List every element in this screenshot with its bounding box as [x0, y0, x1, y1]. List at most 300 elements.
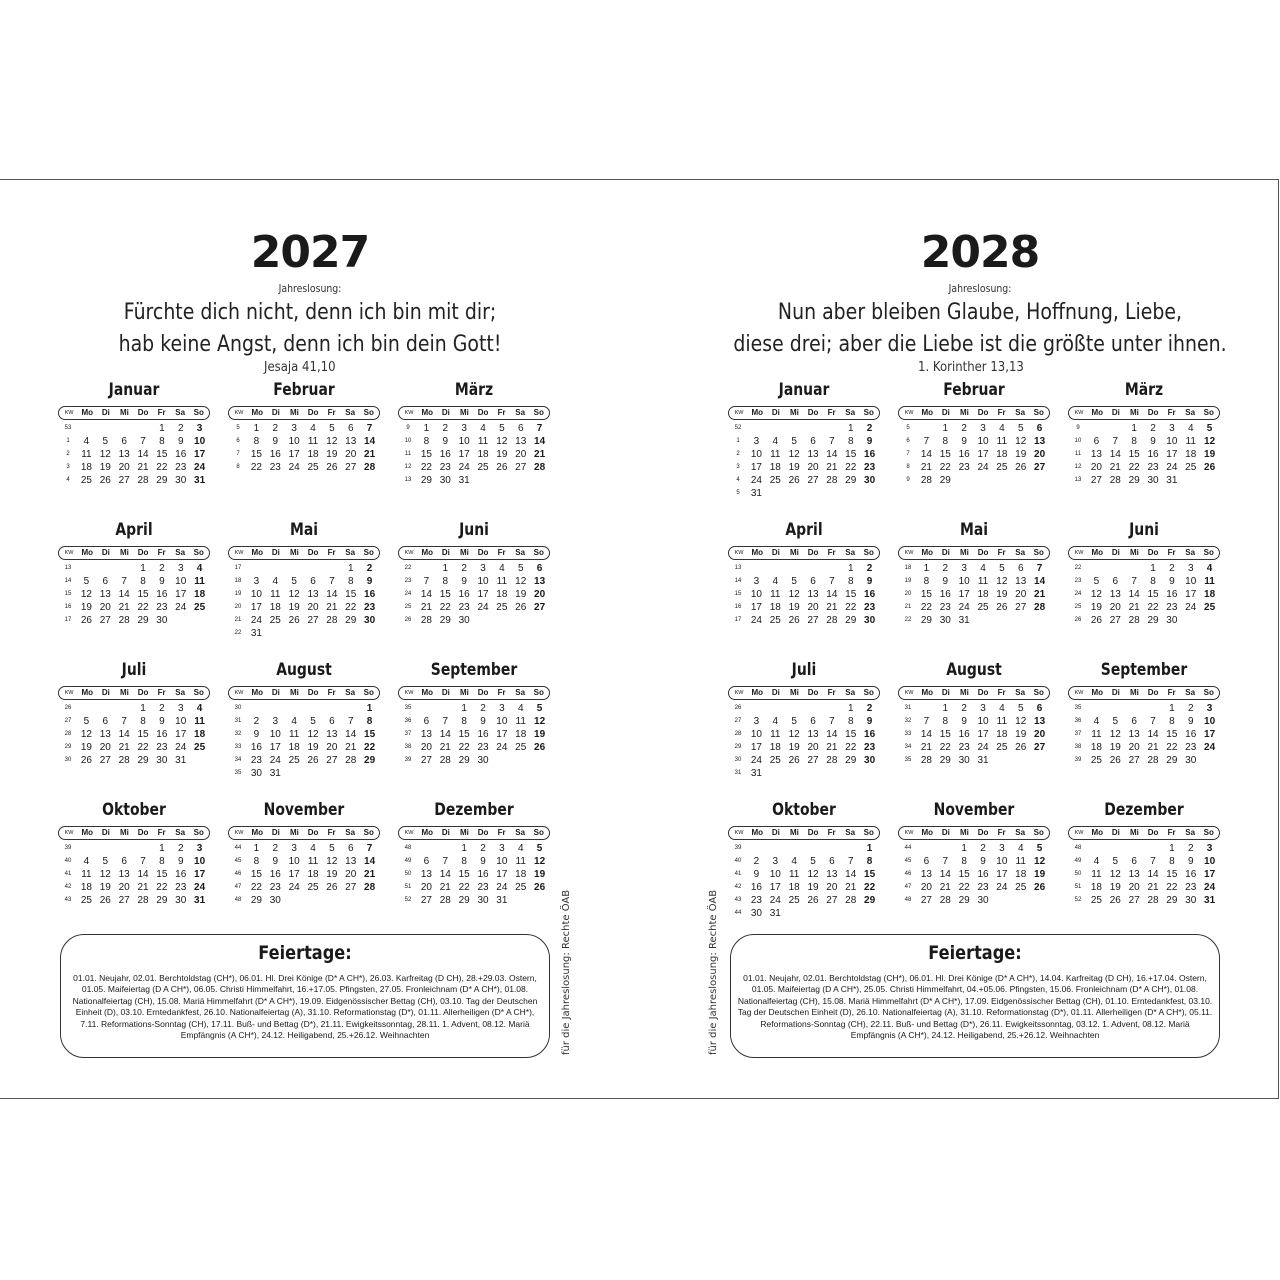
day-cell: 28	[1109, 475, 1121, 486]
day-cell: 28	[826, 755, 838, 766]
day-cell: 12	[99, 869, 111, 880]
day-grid	[228, 842, 380, 907]
day-cell: 6	[810, 436, 816, 447]
day-cell: 16	[958, 449, 970, 460]
day-cell: 28	[345, 755, 357, 766]
weekday-label: Di	[941, 408, 950, 417]
day-cell: 16	[269, 869, 281, 880]
week-row	[398, 448, 550, 461]
day-cell: 13	[307, 589, 319, 600]
day-cell: 23	[1185, 882, 1197, 893]
week-row	[58, 894, 210, 907]
month-title: Oktober	[772, 800, 836, 820]
day-cell: 14	[439, 729, 451, 740]
weekday-label: Mo	[421, 828, 434, 837]
day-cell: 6	[121, 436, 127, 447]
day-cell: 12	[788, 729, 800, 740]
week-row	[228, 894, 380, 907]
day-cell: 3	[177, 563, 184, 574]
day-cell: 22	[845, 462, 857, 473]
day-cell: 11	[307, 436, 319, 447]
day-cell: 12	[788, 449, 800, 460]
day-cell: 24	[769, 895, 781, 906]
day-cell: 18	[1090, 742, 1102, 753]
week-number: 35	[234, 770, 242, 776]
day-cell: 6	[329, 716, 335, 727]
day-cell: 15	[958, 869, 970, 880]
day-cell: 29	[345, 615, 357, 626]
day-cell: 31	[250, 628, 262, 639]
week-row	[398, 422, 550, 435]
day-cell: 1	[461, 843, 467, 854]
week-number-header: KW	[234, 690, 244, 696]
weekday-label: Di	[101, 688, 110, 697]
weekday-label: Sa	[175, 688, 186, 697]
weekday-label: Do	[137, 828, 149, 837]
day-cell: 23	[864, 602, 876, 613]
day-cell: 14	[364, 856, 376, 867]
day-cell: 25	[996, 742, 1008, 753]
day-cell: 7	[1150, 716, 1156, 727]
day-cell: 5	[791, 716, 797, 727]
day-cell: 19	[807, 882, 819, 893]
day-cell: 5	[791, 436, 797, 447]
month-title: Juni	[459, 520, 489, 540]
day-cell: 18	[769, 462, 781, 473]
week-row	[1068, 601, 1220, 614]
week-row	[398, 575, 550, 588]
week-number: 14	[64, 578, 72, 584]
day-cell: 5	[83, 716, 90, 727]
day-cell: 2	[272, 423, 279, 434]
day-cell: 12	[515, 576, 527, 587]
day-cell: 29	[458, 755, 470, 766]
day-cell: 27	[1034, 742, 1046, 753]
day-cell: 24	[194, 462, 206, 473]
day-cell: 21	[534, 449, 546, 460]
day-cell: 13	[1128, 869, 1140, 880]
week-row	[1068, 435, 1220, 448]
day-cell: 30	[939, 615, 951, 626]
day-cell: 7	[829, 716, 835, 727]
day-cell: 27	[326, 755, 338, 766]
weekday-label: Do	[977, 688, 989, 697]
day-cell: 25	[977, 602, 989, 613]
weekday-label: So	[863, 828, 874, 837]
day-cell: 1	[442, 563, 449, 574]
week-number: 6	[236, 438, 240, 444]
week-row	[58, 575, 210, 588]
weekday-label: So	[193, 688, 204, 697]
day-cell: 5	[102, 436, 109, 447]
day-cell: 27	[420, 895, 432, 906]
weekday-label: So	[193, 548, 204, 557]
week-row	[1068, 702, 1220, 715]
day-cell: 8	[159, 436, 165, 447]
day-cell: 25	[477, 462, 489, 473]
day-cell: 3	[980, 423, 986, 434]
week-number: 21	[904, 604, 912, 610]
day-cell: 25	[788, 895, 800, 906]
day-cell: 28	[920, 755, 932, 766]
day-cell: 19	[534, 729, 546, 740]
day-cell: 10	[769, 869, 781, 880]
day-cell: 15	[137, 729, 149, 740]
weekday-header	[58, 406, 210, 420]
day-cell: 30	[175, 475, 187, 486]
day-cell: 7	[442, 716, 449, 727]
day-cell: 14	[845, 869, 857, 880]
day-cell: 19	[996, 589, 1008, 600]
week-number-header: KW	[404, 690, 414, 696]
day-cell: 12	[788, 589, 800, 600]
day-cell: 5	[517, 563, 524, 574]
day-cell: 20	[515, 449, 527, 460]
day-cell: 12	[534, 856, 546, 867]
day-cell: 4	[980, 563, 986, 574]
weekday-label: Fr	[997, 688, 1006, 697]
day-cell: 14	[1147, 729, 1159, 740]
day-cell: 5	[1093, 576, 1100, 587]
week-number: 31	[904, 705, 912, 711]
weekday-label: Mo	[421, 688, 434, 697]
day-cell: 26	[534, 882, 546, 893]
week-row	[228, 614, 380, 627]
day-cell: 26	[307, 755, 319, 766]
week-number-header: KW	[904, 410, 914, 416]
week-number: 42	[734, 884, 742, 890]
day-cell: 11	[977, 576, 989, 587]
day-cell: 1	[423, 423, 430, 434]
day-cell: 10	[1185, 576, 1197, 587]
day-cell: 23	[175, 462, 187, 473]
month-title: Mai	[959, 520, 989, 540]
weekday-label: Mi	[790, 828, 799, 837]
week-number: 24	[1074, 591, 1082, 597]
day-cell: 19	[99, 462, 111, 473]
weekday-label: Mo	[81, 548, 94, 557]
day-cell: 12	[496, 436, 508, 447]
weekday-label: Fr	[157, 408, 166, 417]
day-cell: 10	[977, 716, 989, 727]
week-row	[228, 868, 380, 881]
day-cell: 28	[826, 475, 838, 486]
day-cell: 25	[1015, 882, 1027, 893]
weekday-label: Fr	[827, 548, 836, 557]
weekday-label: Do	[307, 688, 319, 697]
day-cell: 24	[269, 755, 281, 766]
week-row	[228, 767, 380, 780]
week-row	[728, 435, 880, 448]
day-cell: 29	[364, 755, 376, 766]
day-cell: 4	[499, 563, 505, 574]
day-cell: 12	[307, 729, 319, 740]
day-cell: 18	[269, 602, 281, 613]
day-cell: 10	[496, 716, 508, 727]
day-cell: 29	[958, 895, 970, 906]
weekday-label: Fr	[497, 548, 506, 557]
month-11	[1068, 799, 1220, 907]
week-row	[898, 562, 1050, 575]
day-cell: 7	[1112, 436, 1119, 447]
week-row	[898, 435, 1050, 448]
day-cell: 31	[194, 475, 206, 486]
day-cell: 2	[177, 843, 184, 854]
day-cell: 17	[750, 742, 762, 753]
day-cell: 6	[810, 576, 816, 587]
week-number: 22	[404, 565, 412, 571]
day-cell: 10	[194, 856, 206, 867]
day-cell: 31	[496, 895, 508, 906]
month-title: Juli	[121, 660, 147, 680]
weekday-label: Di	[441, 408, 450, 417]
day-cell: 14	[1128, 589, 1140, 600]
week-row	[58, 588, 210, 601]
day-cell: 22	[1147, 602, 1159, 613]
day-cell: 8	[366, 716, 373, 727]
weekday-label: Mi	[290, 548, 299, 557]
day-cell: 17	[458, 449, 470, 460]
day-cell: 20	[1015, 589, 1027, 600]
day-cell: 19	[1109, 742, 1121, 753]
day-cell: 12	[534, 716, 546, 727]
weekday-header	[1068, 406, 1220, 420]
day-cell: 7	[536, 423, 543, 434]
day-cell: 6	[536, 563, 543, 574]
weekday-label: Do	[977, 408, 989, 417]
day-cell: 17	[769, 882, 781, 893]
week-row	[898, 855, 1050, 868]
day-cell: 28	[1034, 602, 1046, 613]
day-cell: 15	[1166, 869, 1178, 880]
weekday-label: Do	[477, 828, 489, 837]
day-cell: 23	[1147, 462, 1159, 473]
day-cell: 25	[288, 755, 300, 766]
weekday-label: Di	[441, 828, 450, 837]
day-cell: 8	[253, 436, 260, 447]
holidays-text: 01.01. Neujahr, 02.01. Berchtoldstag (CH*), 06.01. Hl. Drei Könige (D* A CH*), 26.03. Karfreitag (D CH), 28.+29.03. Ostern, 01.05. Maifeiertag (D A CH*), 06.05. Christi Himmelfahrt, 16.+17.05. Pfingsten, 27.05. Fronleichnam (D* A CH*), 01.08. Nationalfeiertag (CH), 15.08. Mariä Himmelfahrt (D* A CH*), 19.09. Eidgenössischer Bettag (CH), 03.10. Tag der Deutschen Einheit (D), 03.10. Erntedankfest, 26.10. Nationalfeiertag (A), 31.10. Reformationstag (D*), 01.11. Allerheiligen (D* A CH*), 7.11. Reformations-Sonntag (CH), 17.11. Buß- und Bettag (D*), 21.11. Ewigkeitssonntag, 28.11. 1. Advent, 08.12. Mariä Empfängnis (A CH*), 24.12. Heiligabend, 25.+26.12. Weihnachten	[72, 973, 538, 1041]
week-number: 29	[64, 744, 72, 750]
day-cell: 24	[1166, 462, 1178, 473]
day-cell: 21	[345, 742, 357, 753]
week-number: 41	[64, 871, 72, 877]
week-number: 51	[1074, 884, 1082, 890]
week-number: 2	[736, 451, 740, 457]
day-cell: 15	[845, 449, 857, 460]
day-cell: 13	[1034, 716, 1046, 727]
day-cell: 21	[1109, 462, 1121, 473]
week-number: 9	[906, 477, 910, 483]
month-0	[728, 379, 880, 500]
weekday-label: Sa	[845, 548, 856, 557]
day-cell: 13	[118, 869, 130, 880]
day-cell: 11	[270, 589, 281, 600]
month-3	[728, 519, 880, 627]
day-cell: 28	[420, 615, 432, 626]
holidays-box	[60, 934, 550, 1058]
weekday-label: Mo	[921, 408, 934, 417]
day-cell: 10	[496, 856, 508, 867]
day-cell: 15	[345, 589, 357, 600]
day-cell: 1	[366, 703, 373, 714]
day-cell: 25	[1185, 462, 1197, 473]
day-cell: 27	[515, 462, 527, 473]
day-cell: 13	[1109, 589, 1121, 600]
day-cell: 15	[458, 869, 470, 880]
week-number-header: KW	[234, 550, 244, 556]
weekday-label: Di	[1111, 548, 1120, 557]
day-cell: 26	[534, 742, 546, 753]
week-row	[898, 702, 1050, 715]
month-title: Dezember	[434, 800, 514, 820]
day-cell: 1	[140, 563, 146, 574]
weekday-label: Fr	[497, 688, 506, 697]
weekday-label: So	[1033, 688, 1044, 697]
jahreslosung-verse	[43, 297, 576, 361]
weekday-label: Mi	[1130, 548, 1139, 557]
day-cell: 22	[939, 462, 951, 473]
day-cell: 21	[920, 462, 932, 473]
jahreslosung-label: Jahreslosung:	[948, 282, 1012, 295]
day-cell: 8	[847, 576, 854, 587]
day-cell: 16	[1185, 729, 1197, 740]
week-number: 52	[1074, 897, 1082, 903]
week-number: 52	[404, 897, 412, 903]
week-row	[1068, 754, 1220, 767]
day-cell: 24	[1204, 742, 1216, 753]
week-number: 31	[234, 718, 242, 724]
day-cell: 20	[1034, 449, 1046, 460]
day-cell: 20	[326, 742, 338, 753]
weekday-header	[58, 546, 210, 560]
day-cell: 27	[826, 895, 838, 906]
week-row	[228, 728, 380, 741]
day-cell: 23	[1166, 602, 1178, 613]
week-row	[228, 754, 380, 767]
day-grid	[898, 422, 1050, 487]
day-cell: 8	[1169, 856, 1175, 867]
month-1	[898, 379, 1050, 487]
day-cell: 7	[829, 576, 835, 587]
day-cell: 22	[1128, 462, 1140, 473]
day-cell: 30	[156, 615, 168, 626]
day-cell: 16	[439, 449, 451, 460]
day-cell: 28	[439, 755, 451, 766]
day-cell: 8	[847, 716, 854, 727]
day-cell: 12	[1015, 716, 1027, 727]
week-number: 15	[734, 591, 742, 597]
day-cell: 6	[121, 856, 127, 867]
day-cell: 6	[102, 716, 109, 727]
day-cell: 12	[1034, 856, 1046, 867]
week-number: 30	[734, 757, 742, 763]
week-number: 12	[404, 464, 412, 470]
week-number-header: KW	[1074, 690, 1084, 696]
day-cell: 24	[175, 742, 187, 753]
day-cell: 22	[364, 742, 376, 753]
weekday-label: Mi	[790, 548, 799, 557]
day-cell: 22	[250, 882, 262, 893]
day-cell: 10	[1166, 436, 1178, 447]
week-row	[398, 894, 550, 907]
day-grid	[1068, 422, 1220, 487]
month-3	[58, 519, 210, 627]
day-cell: 24	[750, 615, 762, 626]
weekday-label: Do	[307, 408, 319, 417]
week-number: 38	[1074, 744, 1082, 750]
day-cell: 6	[1036, 703, 1043, 714]
month-title: November	[933, 800, 1015, 820]
week-row	[398, 474, 550, 487]
week-number: 22	[904, 617, 912, 623]
day-cell: 21	[439, 742, 451, 753]
day-cell: 10	[175, 576, 187, 587]
day-cell: 21	[845, 882, 857, 893]
day-cell: 12	[1015, 436, 1027, 447]
day-cell: 18	[194, 589, 206, 600]
week-number: 44	[234, 845, 242, 851]
copyright-credit: für die Jahreslosung: Rechte ÖAB	[708, 889, 719, 1055]
day-cell: 11	[770, 449, 781, 460]
week-number: 36	[1074, 718, 1082, 724]
month-1	[228, 379, 380, 474]
week-number: 11	[404, 451, 412, 457]
week-row	[898, 461, 1050, 474]
day-cell: 12	[807, 869, 819, 880]
week-row	[58, 702, 210, 715]
day-cell: 19	[515, 589, 527, 600]
day-cell: 23	[864, 742, 876, 753]
month-title: Juli	[791, 660, 817, 680]
week-number: 20	[234, 604, 242, 610]
weekday-label: Mi	[1130, 688, 1139, 697]
day-cell: 26	[1204, 462, 1216, 473]
verse-reference: 1. Korinther 13,13	[918, 360, 1024, 375]
weekday-label: Fr	[827, 408, 836, 417]
day-cell: 7	[1036, 563, 1043, 574]
day-cell: 29	[1166, 895, 1178, 906]
day-cell: 6	[1131, 716, 1137, 727]
day-cell: 1	[961, 843, 967, 854]
week-number: 14	[734, 578, 742, 584]
day-cell: 25	[1090, 755, 1102, 766]
week-number: 10	[404, 438, 412, 444]
weekday-label: Di	[271, 828, 280, 837]
day-cell: 8	[423, 436, 430, 447]
day-cell: 20	[118, 462, 130, 473]
day-cell: 26	[788, 755, 800, 766]
day-cell: 26	[326, 462, 338, 473]
week-row	[228, 435, 380, 448]
day-cell: 30	[364, 615, 376, 626]
day-cell: 10	[288, 856, 300, 867]
week-row	[898, 448, 1050, 461]
day-cell: 31	[175, 755, 187, 766]
weekday-label: Mo	[1091, 828, 1104, 837]
week-row	[1068, 715, 1220, 728]
weekday-label: Do	[137, 408, 149, 417]
day-cell: 16	[1147, 449, 1159, 460]
day-grid	[228, 702, 380, 780]
day-cell: 25	[194, 602, 206, 613]
day-cell: 24	[1185, 602, 1197, 613]
weekday-label: Do	[137, 548, 149, 557]
weekday-label: So	[193, 828, 204, 837]
holidays-text: 01.01. Neujahr, 02.01. Berchtoldstag (CH*), 06.01. Hl. Drei Könige (D* A CH*), 14.04. Karfreitag (D CH), 16.+17.04. Ostern, 01.05. Maifeiertag (D A CH*), 25.05. Christi Himmelfahrt, 04.+05.06. Pfingsten, 15.06. Fronleichnam (D* A CH*), 01.08. Nationalfeiertag (CH), 15.08. Mariä Himmelfahrt (D* A CH*), 17.09. Eidgenössischer Bettag (CH), 01.10. Erntedankfest, 03.10. Tag der Deutschen Einheit (D), 26.10. Nationalfeiertag (A), 31.10. Reformationstag (D*), 01.11. Allerheiligen (D* A CH*), 05.11. Reformations-Sonntag (CH), 22.11. Buß- und Bettag (D*), 26.11. Ewigkeitssonntag, 03.12. 1. Advent, 08.12. Mariä Empfängnis (A CH*), 24.12. Heiligabend, 25.+26.12. Weihnachten	[737, 973, 1213, 1041]
day-cell: 2	[366, 563, 373, 574]
day-cell: 27	[345, 462, 357, 473]
day-cell: 7	[923, 716, 930, 727]
